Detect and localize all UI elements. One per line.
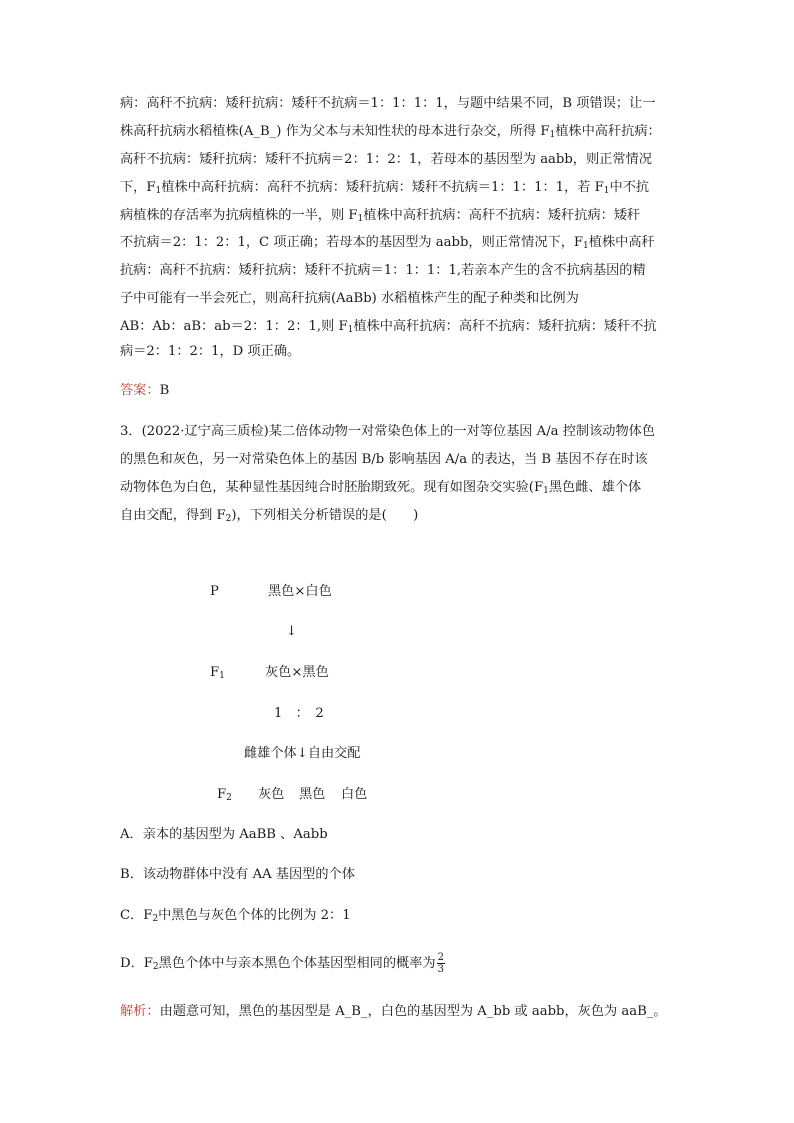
cross-arrow-icon: ↓ (286, 624, 298, 639)
explanation-line-7: 抗病：高秆不抗病：矮秆抗病：矮秆不抗病＝1：1：1：1,若亲本产生的含不抗病基因的精 (120, 263, 646, 278)
f2-gray: 灰色 (258, 787, 285, 802)
p-generation-cross: 黑色×白色 (268, 584, 332, 599)
f2-generation-label: $F_2$ (217, 787, 232, 803)
f1-generation-label: $F_1$ (210, 665, 225, 681)
explanation-line-2: 株高秆抗病水稻植株(A_B_) 作为父本与未知性状的母本进行杂交，所得 $F_1$植株中高秆抗病： (120, 124, 661, 140)
option-a: A．亲本的基因型为 AaBB 、Aabb (120, 827, 328, 842)
answer-line: 答案：B (120, 383, 170, 398)
option-d: D．$F_2$黑色个体中与亲本黑色个体基因型相同的概率为 $\frac{2}{3}$ (120, 952, 444, 975)
fraction: $\frac{2}{3}$ (437, 952, 444, 975)
option-b: B．该动物群体中没有 AA 基因型的个体 (120, 867, 355, 882)
explanation-line-10: 病＝2：1：2：1，D 项正确。 (120, 344, 301, 359)
mating-arrow-icon: ↓ (296, 746, 308, 761)
f1-ratio: 1 ： 2 (274, 706, 324, 721)
explanation-line-8: 子中可能有一半会死亡，则高秆抗病(AaBb) 水稻植株产生的配子种类和比例为 (120, 291, 579, 306)
analysis-text: 由题意可知，黑色的基因型是 A_B_，白色的基因型为 A_bb 或 aabb，灰色为 aaB_。 (159, 1004, 667, 1019)
analysis-label: 解析 (120, 1004, 147, 1019)
question-line-4: 自由交配，得到 $F_2$)，下列相关分析错误的是( ) (120, 508, 419, 524)
free-mating-label: 雌雄个体↓自由交配 (244, 746, 361, 761)
f2-white: 白色 (341, 787, 368, 802)
explanation-line-3: 高秆不抗病：矮秆抗病：矮秆不抗病＝2：1：2：1，若母本的基因型为 aabb，则正常情况 (120, 152, 652, 167)
p-generation-label: P (210, 584, 219, 599)
explanation-line-1: 病：高秆不抗病：矮秆抗病：矮秆不抗病＝1：1：1：1，与题中结果不同，B 项错误；让一 (120, 96, 656, 111)
explanation-line-4: 下，$F_1$植株中高秆抗病：高秆不抗病：矮秆抗病：矮秆不抗病＝1：1：1：1，若 $F_1$中不抗 (120, 180, 650, 196)
question-line-1: 3．(2022·辽宁高三质检)某二倍体动物一对常染色体上的一对等位基因 A/a 控制该动物体色 (120, 424, 656, 439)
question-line-3: 动物体色为白色，某种显性基因纯合时胚胎期致死。现有如图杂交实验($F_1$黑色雌、雄个体 (120, 480, 642, 496)
answer-value: B (159, 383, 170, 398)
answer-label: 答案 (120, 383, 147, 398)
question-line-2: 的黑色和灰色，另一对常染色体上的基因 B/b 影响基因 A/a 的表达，当 B 基因不存在时该 (120, 452, 648, 467)
f1-generation-cross: 灰色×黑色 (265, 665, 329, 680)
explanation-line-5: 病植株的存活率为抗病植株的一半，则 $F_1$植株中高秆抗病：高秆不抗病：矮秆抗病：矮秆 (120, 208, 641, 224)
explanation-line-6: 不抗病＝2：1：2：1，C 项正确；若母本的基因型为 aabb，则正常情况下，$F_1$植株中高秆 (120, 235, 655, 251)
f2-black: 黑色 (299, 787, 326, 802)
analysis-line: 解析：由题意可知，黑色的基因型是 A_B_，白色的基因型为 A_bb 或 aabb，灰色为 aaB_。 (120, 1004, 667, 1019)
option-c: C．$F_2$中黑色与灰色个体的比例为 2：1 (120, 908, 351, 924)
explanation-line-9: AB：Ab：aB：ab＝2：1：2：1,则 $F_1$植株中高秆抗病：高秆不抗病：矮秆抗病：矮秆不抗 (120, 319, 657, 335)
